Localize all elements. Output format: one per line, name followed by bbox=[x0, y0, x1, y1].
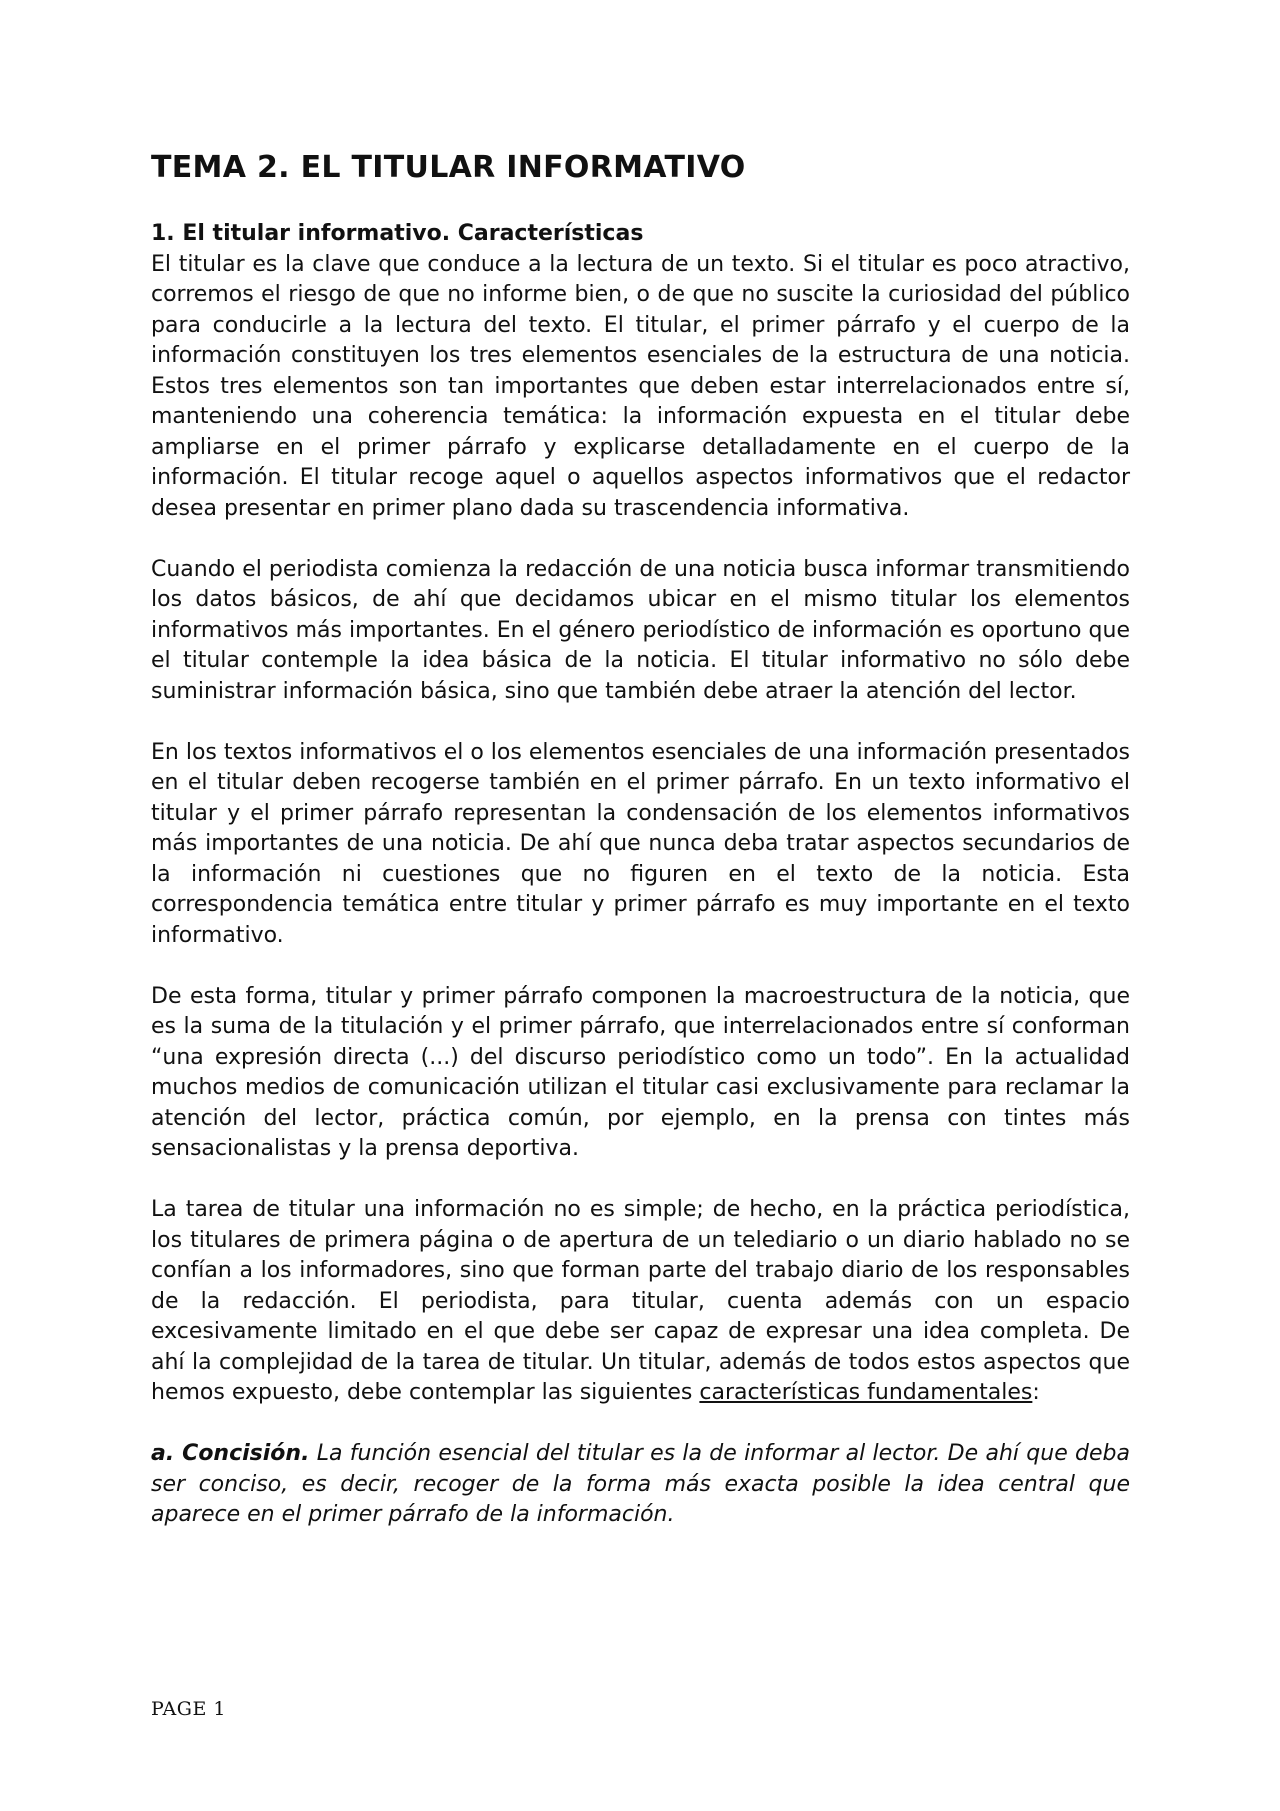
list-item-concision bbox=[151, 1439, 1130, 1531]
document-title: TEMA 2. EL TITULAR INFORMATIVO bbox=[151, 150, 746, 185]
paragraph bbox=[151, 1195, 1130, 1409]
paragraph: Cuando el periodista comienza la redacción de una noticia busca informar transmitiendo los datos básicos, de ahí que decidamos ubicar en el mismo titular los elementos informativos más importantes. En el género periodístico de información es oportuno que el titular contemple la idea básica de la noticia. El titular informativo no sólo debe suministrar información básica, sino que también debe atraer la atención del lector. bbox=[151, 556, 1130, 704]
item-lead: a. Concisión. bbox=[151, 1441, 310, 1466]
section-heading: 1. El titular informativo. Características bbox=[151, 221, 644, 246]
paragraph-text: La tarea de titular una información no es simple; de hecho, en la práctica periodística, los titulares de primera página o de apertura de un telediario o un diario hablado no se confían a los informadores, sino que forman parte del trabajo diario de los responsables de la redacción. El periodista, para titular, cuenta además con un espacio excesivamente limitado en el que debe ser capaz de expresar una idea completa. De ahí la complejidad de la tarea de titular. Un titular, además de todos estos aspectos que hemos expuesto, debe contemplar las siguientes bbox=[151, 1197, 1130, 1405]
paragraph-colon: : bbox=[1032, 1380, 1040, 1405]
paragraph: El titular es la clave que conduce a la lectura de un texto. Si el titular es poco atractivo, corremos el riesgo de que no informe bien, o de que no suscite la curiosidad del público para conducirle a la lectura del texto. El titular, el primer párrafo y el cuerpo de la información constituyen los tres elementos esenciales de la estructura de una noticia. Estos tres elementos son tan importantes que deben estar interrelacionados entre sí, manteniendo una coherencia temática: la información expuesta en el titular debe ampliarse en el primer párrafo y explicarse detalladamente en el cuerpo de la información. El titular recoge aquel o aquellos aspectos informativos que el redactor desea presentar en primer plano dada su trascendencia informativa. bbox=[151, 251, 1130, 521]
section-body bbox=[151, 219, 1130, 1531]
item-text: La función esencial del titular es la de informar al lector. De ahí que deba ser conciso, es decir, recoger de la forma más exacta posible la idea central que aparece en el primer párrafo de la información. bbox=[151, 1441, 1130, 1527]
underlined-phrase: características fundamentales bbox=[699, 1380, 1033, 1405]
paragraph: De esta forma, titular y primer párrafo componen la macroestructura de la noticia, que es la suma de la titulación y el primer párrafo, que interrelacionados entre sí conforman “una expresión directa (...) del discurso periodístico como un todo”. En la actualidad muchos medios de comunicación utilizan el titular casi exclusivamente para reclamar la atención del lector, práctica común, por ejemplo, en la prensa con tintes más sensacionalistas y la prensa deportiva. bbox=[151, 983, 1130, 1161]
paragraph: En los textos informativos el o los elementos esenciales de una información presentados en el titular deben recogerse también en el primer párrafo. En un texto informativo el titular y el primer párrafo representan la condensación de los elementos informativos más importantes de una noticia. De ahí que nunca deba tratar aspectos secundarios de la información ni cuestiones que no figuren en el texto de la noticia. Esta correspondencia temática entre titular y primer párrafo es muy importante en el texto informativo. bbox=[151, 739, 1131, 948]
page-footer: PAGE 1 bbox=[151, 1698, 226, 1720]
